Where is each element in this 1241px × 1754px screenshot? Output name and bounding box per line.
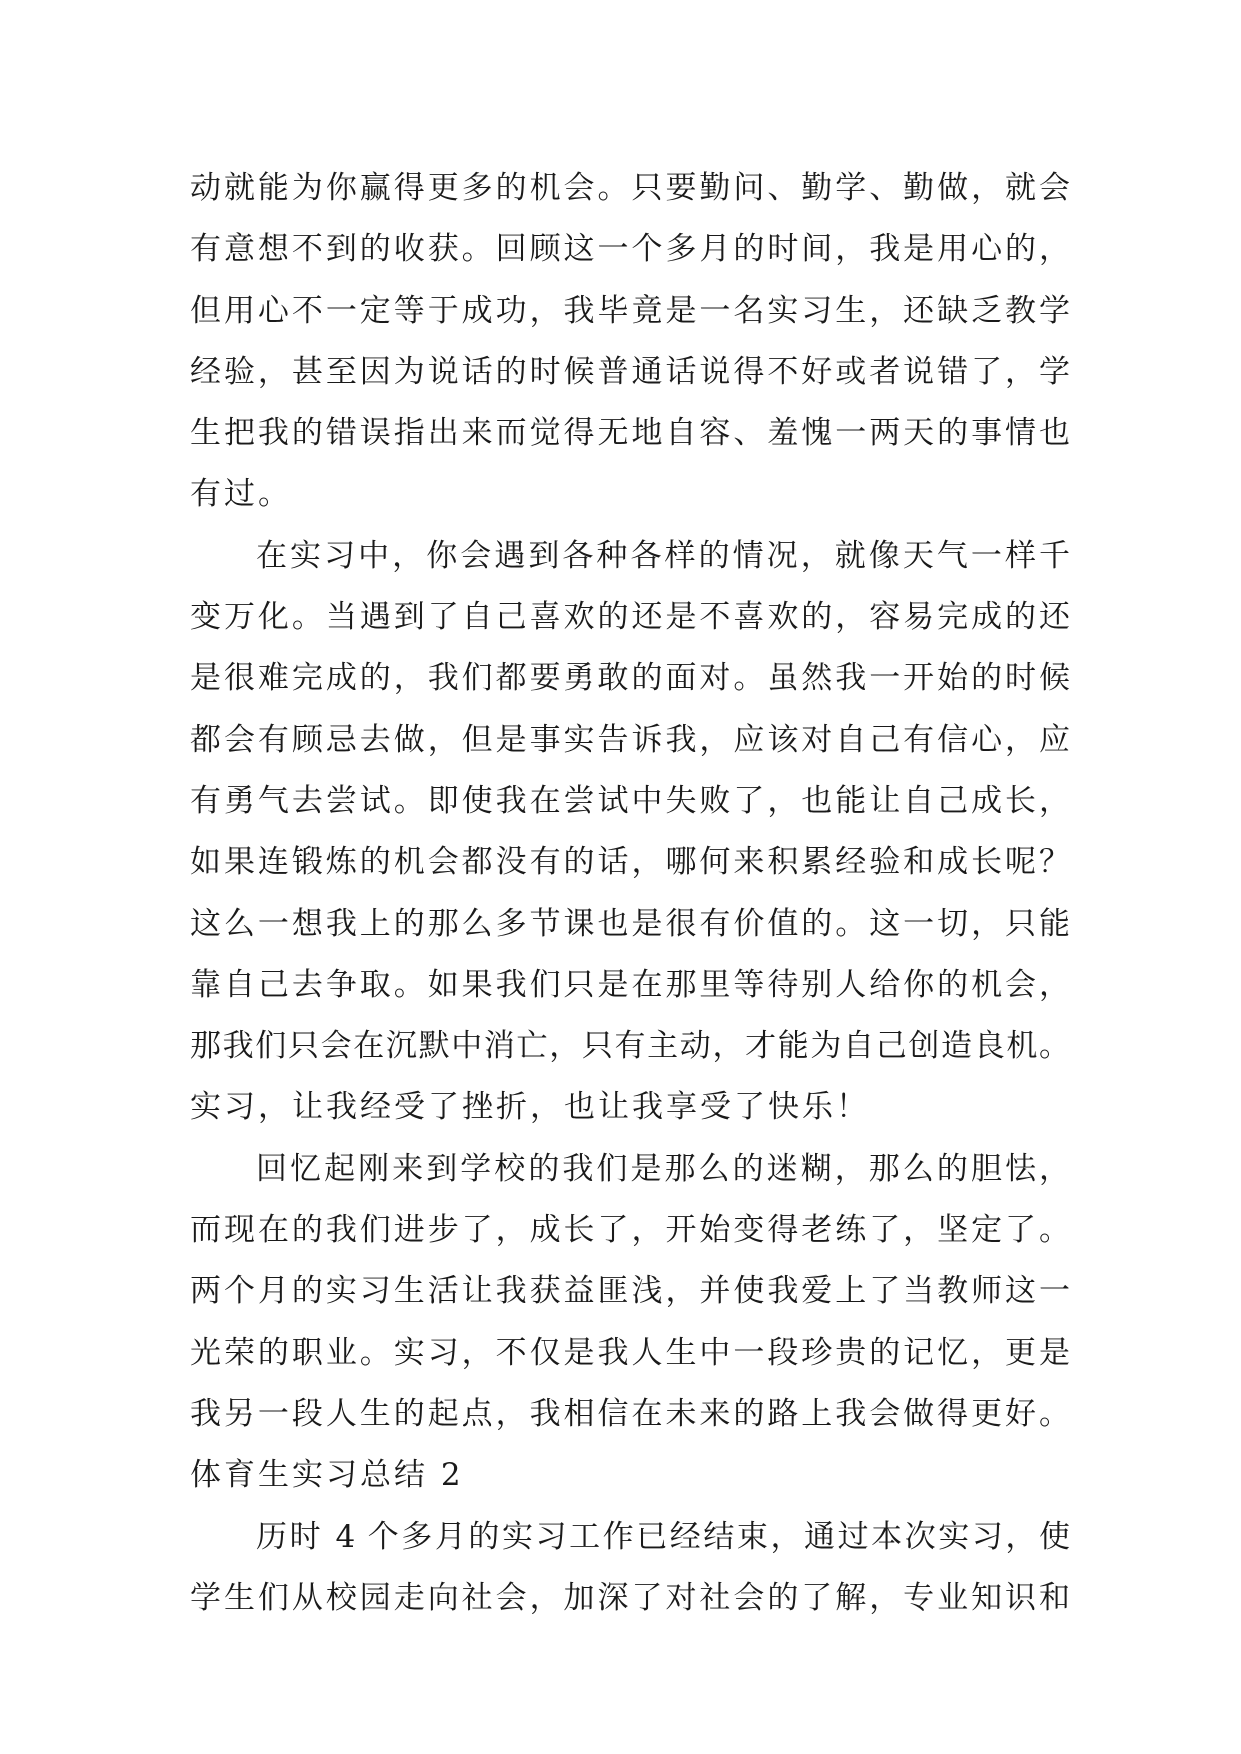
text-line: 体育生实习总结 2 bbox=[190, 1457, 464, 1494]
text-line: 经验，甚至因为说话的时候普通话说得不好或者说错了，学 bbox=[190, 353, 1070, 390]
text-line: 而现在的我们进步了，成长了，开始变得老练了，坚定了。 bbox=[190, 1212, 1070, 1249]
text-line: 靠自己去争取。如果我们只是在那里等待别人给你的机会， bbox=[190, 966, 1070, 1003]
text-line: 都会有顾忌去做，但是事实告诉我，应该对自己有信心，应 bbox=[190, 721, 1070, 758]
text-line: 光荣的职业。实习，不仅是我人生中一段珍贵的记忆，更是 bbox=[190, 1334, 1070, 1371]
text-line: 回忆起刚来到学校的我们是那么的迷糊，那么的胆怯， bbox=[256, 1150, 1070, 1187]
text-line: 有过。 bbox=[190, 476, 292, 513]
text-line: 有勇气去尝试。即使我在尝试中失败了，也能让自己成长， bbox=[190, 782, 1070, 819]
text-line: 学生们从校园走向社会，加深了对社会的了解，专业知识和 bbox=[190, 1579, 1070, 1616]
text-line: 如果连锻炼的机会都没有的话，哪何来积累经验和成长呢？ bbox=[190, 844, 1070, 881]
text-line: 这么一想我上的那么多节课也是很有价值的。这一切，只能 bbox=[190, 905, 1070, 942]
text-line: 生把我的错误指出来而觉得无地自容、羞愧一两天的事情也 bbox=[190, 415, 1070, 452]
text-line: 有意想不到的收获。回顾这一个多月的时间，我是用心的， bbox=[190, 231, 1070, 268]
document-body bbox=[190, 158, 1070, 1629]
text-line: 两个月的实习生活让我获益匪浅，并使我爱上了当教师这一 bbox=[190, 1273, 1070, 1310]
text-line: 我另一段人生的起点，我相信在未来的路上我会做得更好。 bbox=[190, 1395, 1070, 1432]
text-line: 变万化。当遇到了自己喜欢的还是不喜欢的，容易完成的还 bbox=[190, 599, 1070, 636]
text-line: 历时 4 个多月的实习工作已经结束，通过本次实习，使 bbox=[256, 1518, 1070, 1555]
text-line: 在实习中，你会遇到各种各样的情况，就像天气一样千 bbox=[256, 537, 1070, 574]
text-line: 那我们只会在沉默中消亡，只有主动，才能为自己创造良机。 bbox=[190, 1028, 1070, 1065]
text-line: 实习，让我经受了挫折，也让我享受了快乐！ bbox=[190, 1089, 870, 1126]
text-line: 动就能为你赢得更多的机会。只要勤问、勤学、勤做，就会 bbox=[190, 170, 1070, 206]
text-line: 是很难完成的，我们都要勇敢的面对。虽然我一开始的时候 bbox=[190, 660, 1070, 697]
text-line: 但用心不一定等于成功，我毕竟是一名实习生，还缺乏教学 bbox=[190, 292, 1070, 329]
